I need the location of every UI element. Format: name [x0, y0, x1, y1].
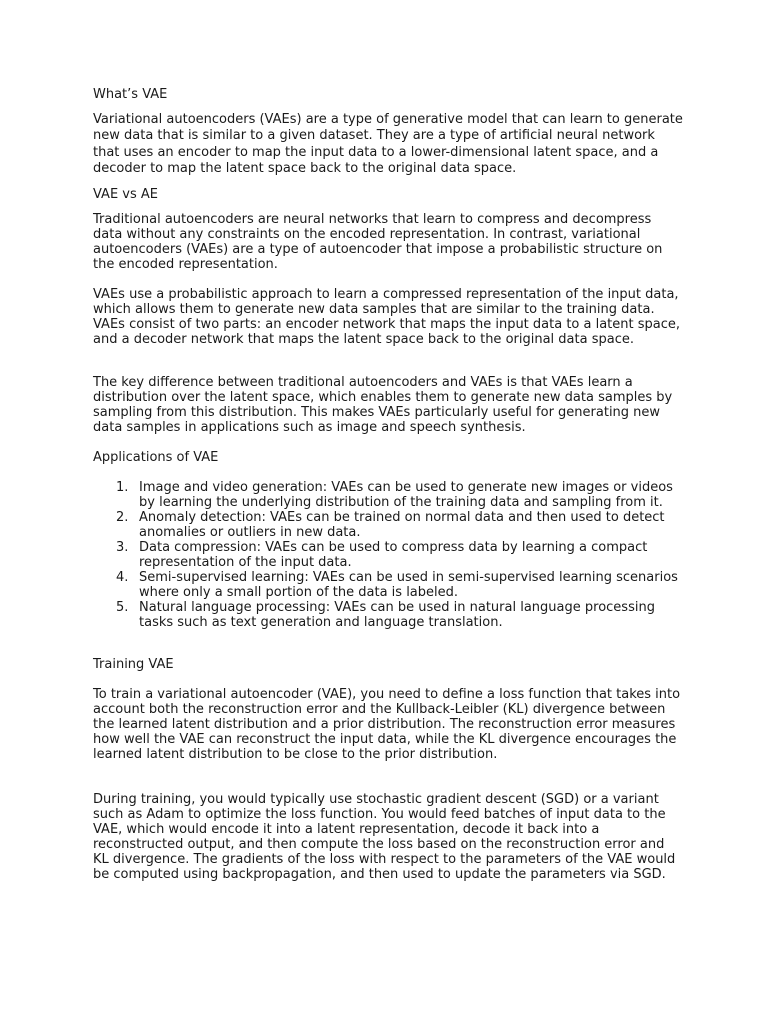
section-heading-vae-vs-ae: VAE vs AE	[93, 187, 159, 202]
paragraph-training-1: To train a variational autoencoder (VAE), you need to define a loss function that takes into account both the reconstruction error and the Kullback-Leibler (KL) divergence between the learned latent distribution and a prior distribution. The reconstruction error measures how well the VAE can reconstruct the input data, while the KL divergence encourages the learned latent distribution to be close to the prior distribution.	[93, 687, 681, 762]
list-item	[93, 510, 683, 540]
list-item	[93, 480, 683, 510]
paragraph-vae-vs-ae-3: The key difference between traditional autoencoders and VAEs is that VAEs learn a distribution over the latent space, which enables them to generate new data samples by sampling from this distribution. This makes VAEs particularly useful for generating new data samples in applications such as image and speech synthesis.	[93, 375, 673, 435]
list-item-text: Semi-supervised learning: VAEs can be used in semi-supervised learning scenarios where only a small portion of the data is labeled.	[139, 570, 678, 600]
list-item-text: Data compression: VAEs can be used to compress data by learning a compact representation of the input data.	[139, 540, 648, 570]
list-item-number: 5.	[116, 600, 129, 615]
list-item-number: 3.	[116, 540, 129, 555]
section-heading-training: Training VAE	[93, 657, 174, 672]
list-item-text: Anomaly detection: VAEs can be trained on normal data and then used to detect anomalies or outliers in new data.	[139, 510, 665, 540]
list-item	[93, 600, 683, 630]
doc-title: What’s VAE	[93, 87, 168, 102]
list-item-number: 4.	[116, 570, 129, 585]
list-item	[93, 540, 683, 570]
intro-paragraph: Variational autoencoders (VAEs) are a type of generative model that can learn to generate new data that is similar to a given dataset. They are a type of artificial neural network that uses an encoder to map the input data to a lower-dimensional latent space, and a decoder to map the latent space back to the original data space.	[93, 112, 683, 176]
list-item-text: Image and video generation: VAEs can be used to generate new images or videos by learning the underlying distribution of the training data and sampling from it.	[139, 480, 673, 510]
list-item-number: 2.	[116, 510, 129, 525]
applications-list	[93, 480, 683, 630]
list-item	[93, 570, 683, 600]
list-item-text: Natural language processing: VAEs can be used in natural language processing tasks such as text generation and language translation.	[139, 600, 655, 630]
paragraph-vae-vs-ae-1: Traditional autoencoders are neural networks that learn to compress and decompress data without any constraints on the encoded representation. In contrast, variational autoencoders (VAEs) are a type of autoencoder that impose a probabilistic structure on the encoded representation.	[93, 212, 663, 272]
section-heading-applications: Applications of VAE	[93, 450, 219, 465]
paragraph-training-2: During training, you would typically use stochastic gradient descent (SGD) or a variant such as Adam to optimize the loss function. You would feed batches of input data to the VAE, which would encode it into a latent representation, decode it back into a reconstructed output, and then compute the loss based on the reconstruction error and KL divergence. The gradients of the loss with respect to the parameters of the VAE would be computed using backpropagation, and then used to update the parameters via SGD.	[93, 792, 676, 882]
list-item-number: 1.	[116, 480, 129, 495]
paragraph-vae-vs-ae-2: VAEs use a probabilistic approach to learn a compressed representation of the input data, which allows them to generate new data samples that are similar to the training data. VAEs consist of two parts: an encoder network that maps the input data to a latent space, and a decoder network that maps the latent space back to the original data space.	[93, 287, 681, 347]
